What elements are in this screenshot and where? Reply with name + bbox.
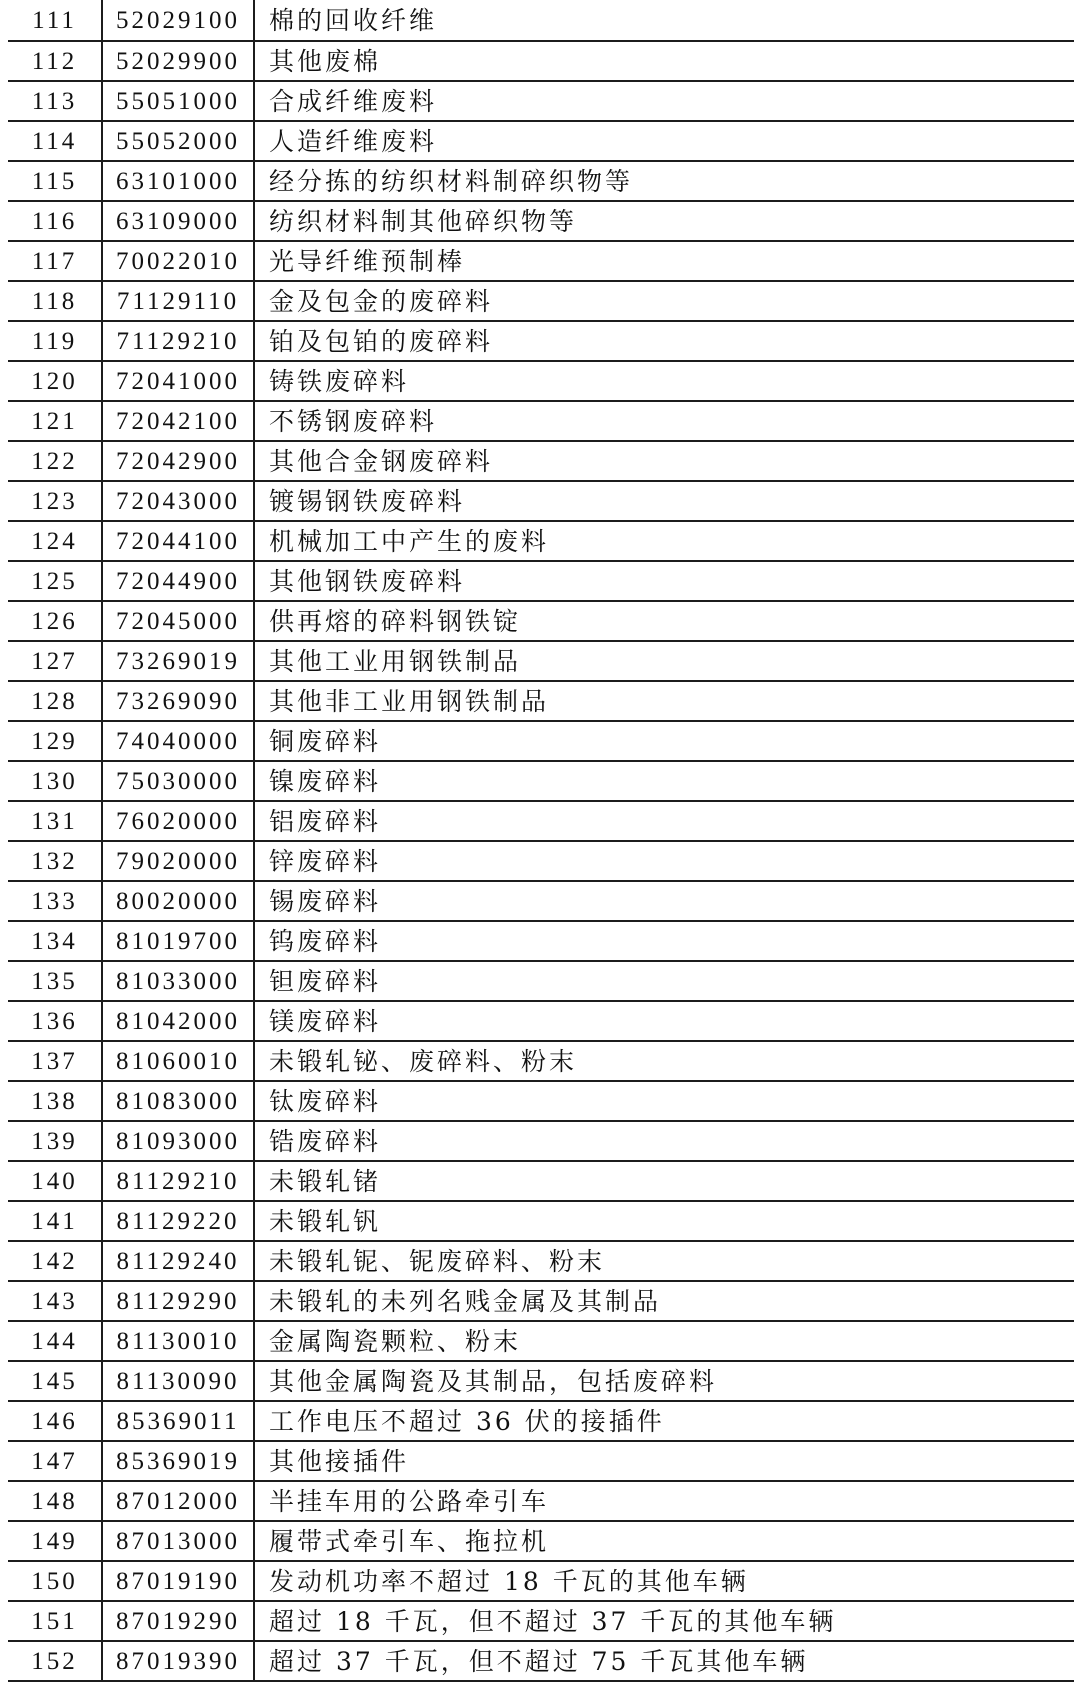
commodity-name-cell: 镀锡钢铁废碎料 [254,481,1074,521]
row-number-cell: 147 [8,1441,102,1481]
commodity-code-cell: 81042000 [102,1001,254,1041]
row-number-cell: 133 [8,881,102,921]
commodity-code-cell: 72043000 [102,481,254,521]
commodity-name-cell: 金属陶瓷颗粒、粉末 [254,1321,1074,1361]
row-number-cell: 118 [8,281,102,321]
row-number-cell: 152 [8,1641,102,1681]
commodity-code-cell: 55052000 [102,121,254,161]
commodity-name-cell: 钽废碎料 [254,961,1074,1001]
commodity-code-cell: 85369019 [102,1441,254,1481]
commodity-name-cell: 发动机功率不超过 18 千瓦的其他车辆 [254,1561,1074,1601]
commodity-code-cell: 81060010 [102,1041,254,1081]
row-number-cell: 130 [8,761,102,801]
commodity-code-cell: 72041000 [102,361,254,401]
commodity-code-cell: 52029900 [102,41,254,81]
commodity-name-cell: 其他接插件 [254,1441,1074,1481]
commodity-code-cell: 81093000 [102,1121,254,1161]
commodity-name-cell: 钨废碎料 [254,921,1074,961]
commodity-code-cell: 81033000 [102,961,254,1001]
table-row [8,1041,1074,1081]
row-number-cell: 139 [8,1121,102,1161]
table-row [8,1201,1074,1241]
table-row [8,281,1074,321]
commodity-code-cell: 74040000 [102,721,254,761]
commodity-code-cell: 81130090 [102,1361,254,1401]
row-number-cell: 140 [8,1161,102,1201]
row-number-cell: 115 [8,161,102,201]
table-row [8,881,1074,921]
row-number-cell: 119 [8,321,102,361]
commodity-code-cell: 81129220 [102,1201,254,1241]
commodity-name-cell: 其他合金钢废碎料 [254,441,1074,481]
commodity-name-cell: 供再熔的碎料钢铁锭 [254,601,1074,641]
table-row [8,81,1074,121]
row-number-cell: 137 [8,1041,102,1081]
row-number-cell: 116 [8,201,102,241]
commodity-name-cell: 钛废碎料 [254,1081,1074,1121]
commodity-name-cell: 未锻轧的未列名贱金属及其制品 [254,1281,1074,1321]
row-number-cell: 128 [8,681,102,721]
row-number-cell: 134 [8,921,102,961]
commodity-code-cell: 73269019 [102,641,254,681]
table-row [8,641,1074,681]
table-row [8,841,1074,881]
commodity-code-cell: 87012000 [102,1481,254,1521]
row-number-cell: 141 [8,1201,102,1241]
commodity-name-cell: 棉的回收纤维 [254,0,1074,41]
table-row [8,1361,1074,1401]
commodity-code-cell: 63101000 [102,161,254,201]
row-number-cell: 148 [8,1481,102,1521]
table-row [8,321,1074,361]
commodity-code-cell: 71129110 [102,281,254,321]
row-number-cell: 144 [8,1321,102,1361]
table-body [8,0,1074,1681]
commodity-code-cell: 87019190 [102,1561,254,1601]
table-row [8,921,1074,961]
commodity-name-cell: 铸铁废碎料 [254,361,1074,401]
table-row [8,1641,1074,1681]
row-number-cell: 142 [8,1241,102,1281]
commodity-name-cell: 光导纤维预制棒 [254,241,1074,281]
commodity-code-cell: 63109000 [102,201,254,241]
row-number-cell: 126 [8,601,102,641]
table-row [8,1161,1074,1201]
commodity-name-cell: 锌废碎料 [254,841,1074,881]
commodity-name-cell: 其他废棉 [254,41,1074,81]
commodity-code-cell: 76020000 [102,801,254,841]
commodity-code-cell: 87019390 [102,1641,254,1681]
table-row [8,401,1074,441]
table-row [8,0,1074,41]
table-row [8,1241,1074,1281]
row-number-cell: 136 [8,1001,102,1041]
commodity-name-cell: 经分拣的纺织材料制碎织物等 [254,161,1074,201]
row-number-cell: 114 [8,121,102,161]
row-number-cell: 117 [8,241,102,281]
row-number-cell: 112 [8,41,102,81]
table-row [8,161,1074,201]
table-row [8,681,1074,721]
table-row [8,241,1074,281]
commodity-code-cell: 55051000 [102,81,254,121]
table-row [8,521,1074,561]
commodity-code-cell: 81083000 [102,1081,254,1121]
commodity-code-cell: 87019290 [102,1601,254,1641]
table-row [8,1521,1074,1561]
goods-code-table [8,0,1074,1682]
commodity-code-cell: 87013000 [102,1521,254,1561]
commodity-code-cell: 81129290 [102,1281,254,1321]
table-row [8,41,1074,81]
commodity-code-cell: 85369011 [102,1401,254,1441]
commodity-name-cell: 镁废碎料 [254,1001,1074,1041]
commodity-name-cell: 其他工业用钢铁制品 [254,641,1074,681]
commodity-name-cell: 锆废碎料 [254,1121,1074,1161]
commodity-code-cell: 72044900 [102,561,254,601]
commodity-code-cell: 81130010 [102,1321,254,1361]
row-number-cell: 113 [8,81,102,121]
commodity-code-cell: 71129210 [102,321,254,361]
commodity-code-cell: 75030000 [102,761,254,801]
commodity-name-cell: 未锻轧锗 [254,1161,1074,1201]
table-row [8,121,1074,161]
table-row [8,481,1074,521]
row-number-cell: 143 [8,1281,102,1321]
commodity-code-cell: 70022010 [102,241,254,281]
table-row [8,1321,1074,1361]
commodity-code-cell: 52029100 [102,0,254,41]
row-number-cell: 121 [8,401,102,441]
row-number-cell: 123 [8,481,102,521]
commodity-name-cell: 合成纤维废料 [254,81,1074,121]
row-number-cell: 129 [8,721,102,761]
row-number-cell: 120 [8,361,102,401]
commodity-name-cell: 不锈钢废碎料 [254,401,1074,441]
table-row [8,961,1074,1001]
commodity-code-cell: 72045000 [102,601,254,641]
commodity-name-cell: 铝废碎料 [254,801,1074,841]
commodity-name-cell: 未锻轧铋、废碎料、粉末 [254,1041,1074,1081]
table-row [8,801,1074,841]
commodity-name-cell: 未锻轧铌、铌废碎料、粉末 [254,1241,1074,1281]
table-row [8,1601,1074,1641]
table-row [8,1441,1074,1481]
commodity-code-cell: 73269090 [102,681,254,721]
row-number-cell: 135 [8,961,102,1001]
commodity-code-cell: 81129210 [102,1161,254,1201]
commodity-name-cell: 铂及包铂的废碎料 [254,321,1074,361]
row-number-cell: 138 [8,1081,102,1121]
row-number-cell: 132 [8,841,102,881]
table-row [8,361,1074,401]
table-row [8,601,1074,641]
commodity-code-cell: 72044100 [102,521,254,561]
commodity-name-cell: 人造纤维废料 [254,121,1074,161]
commodity-name-cell: 金及包金的废碎料 [254,281,1074,321]
commodity-name-cell: 镍废碎料 [254,761,1074,801]
document-table-container [8,0,1074,1682]
row-number-cell: 149 [8,1521,102,1561]
commodity-name-cell: 机械加工中产生的废料 [254,521,1074,561]
commodity-code-cell: 80020000 [102,881,254,921]
table-row [8,1001,1074,1041]
row-number-cell: 150 [8,1561,102,1601]
row-number-cell: 125 [8,561,102,601]
commodity-name-cell: 铜废碎料 [254,721,1074,761]
table-row [8,561,1074,601]
commodity-name-cell: 工作电压不超过 36 伏的接插件 [254,1401,1074,1441]
row-number-cell: 124 [8,521,102,561]
commodity-code-cell: 81019700 [102,921,254,961]
commodity-name-cell: 锡废碎料 [254,881,1074,921]
row-number-cell: 146 [8,1401,102,1441]
table-row [8,761,1074,801]
row-number-cell: 145 [8,1361,102,1401]
table-row [8,1561,1074,1601]
commodity-name-cell: 其他非工业用钢铁制品 [254,681,1074,721]
row-number-cell: 131 [8,801,102,841]
commodity-name-cell: 履带式牵引车、拖拉机 [254,1521,1074,1561]
table-row [8,441,1074,481]
table-row [8,1121,1074,1161]
commodity-code-cell: 79020000 [102,841,254,881]
table-row [8,1081,1074,1121]
commodity-name-cell: 纺织材料制其他碎织物等 [254,201,1074,241]
commodity-code-cell: 72042900 [102,441,254,481]
commodity-name-cell: 其他金属陶瓷及其制品，包括废碎料 [254,1361,1074,1401]
commodity-name-cell: 其他钢铁废碎料 [254,561,1074,601]
table-row [8,1481,1074,1521]
commodity-code-cell: 72042100 [102,401,254,441]
commodity-code-cell: 81129240 [102,1241,254,1281]
commodity-name-cell: 超过 18 千瓦，但不超过 37 千瓦的其他车辆 [254,1601,1074,1641]
row-number-cell: 122 [8,441,102,481]
table-row [8,201,1074,241]
row-number-cell: 127 [8,641,102,681]
commodity-name-cell: 未锻轧钒 [254,1201,1074,1241]
row-number-cell: 111 [8,0,102,41]
table-row [8,721,1074,761]
commodity-name-cell: 半挂车用的公路牵引车 [254,1481,1074,1521]
commodity-name-cell: 超过 37 千瓦，但不超过 75 千瓦其他车辆 [254,1641,1074,1681]
row-number-cell: 151 [8,1601,102,1641]
table-row [8,1281,1074,1321]
table-row [8,1401,1074,1441]
